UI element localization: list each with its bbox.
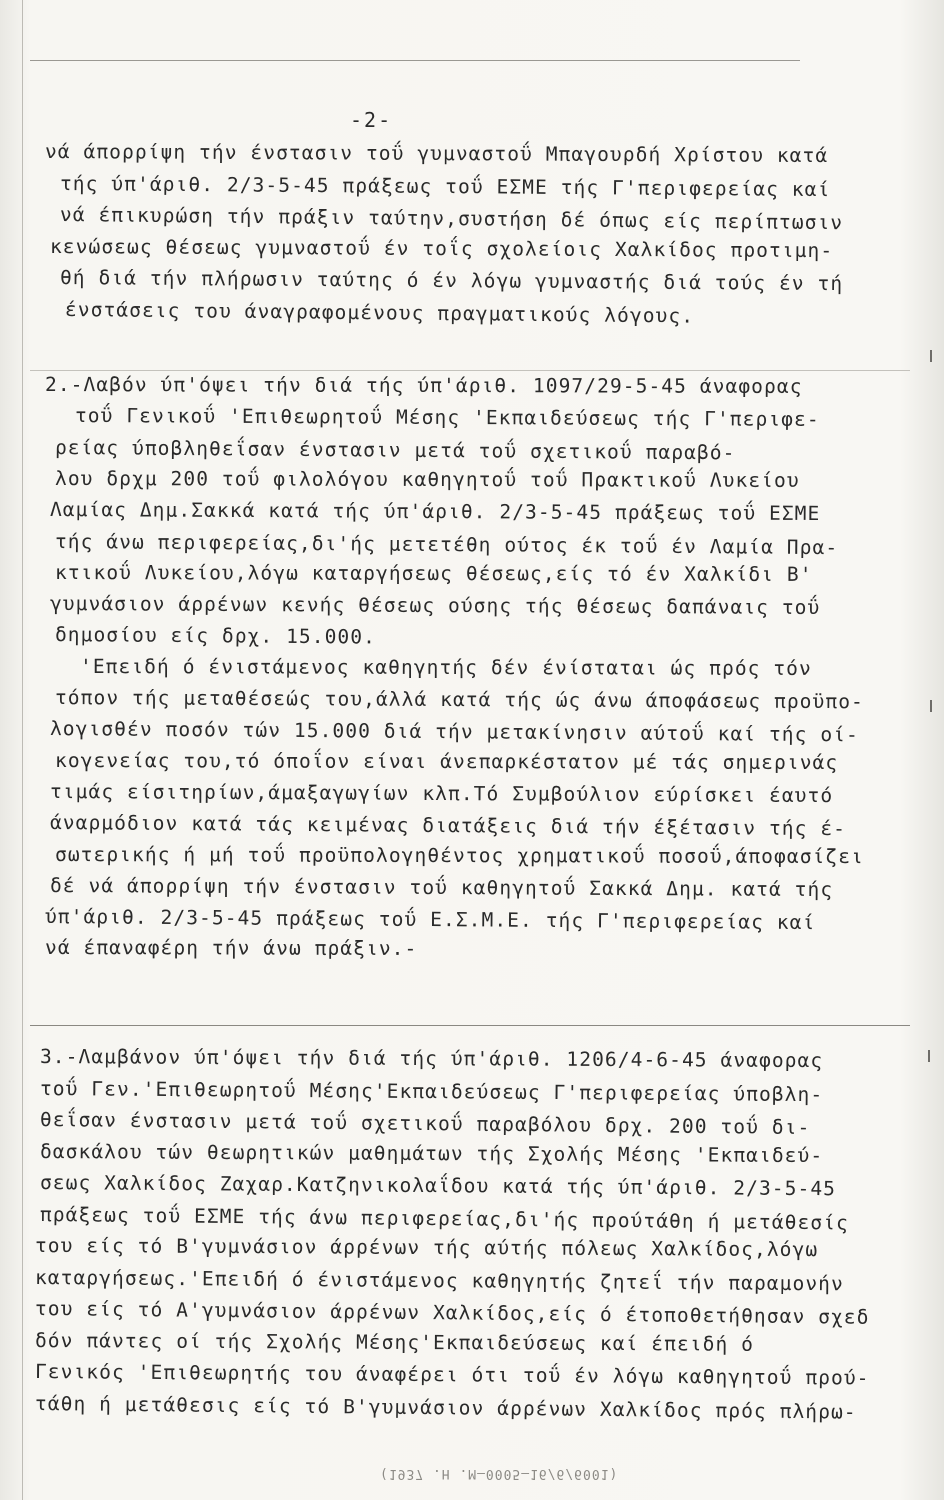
margin-mark: [930, 350, 932, 362]
footer-stamp: (1937 .Η .Μ—0005—16/6/6001): [380, 1466, 619, 1481]
left-margin-line: [22, 0, 23, 1500]
text-line: νά έπαναφέρη τήν άνω πράξιν.-: [44, 936, 418, 961]
text-line: πράξεως τοΰ ΕΣΜΕ τής άνω περιφερείας,δι'ής προύτάθη ή μετάθεσίς: [39, 1202, 850, 1234]
text-line: τοΰ Γενικοΰ 'Επιθεωρητοΰ Μέσης 'Εκπαιδεύσεως τής Γ'περιφε-: [74, 404, 820, 432]
text-line: καταργήσεως.'Επειδή ό ένιστάμενος καθηγητής ζητεΐ τήν παραμονήν: [34, 1265, 844, 1295]
margin-mark: [928, 1050, 930, 1062]
text-line: θεΐσαν ένστασιν μετά τοΰ σχετικοΰ παραβόλου δρχ. 200 τοΰ δι-: [39, 1108, 811, 1140]
text-line: κτικοΰ Λυκείου,λόγω καταργήσεως θέσεως,είς τό έν Χαλκίδι Β': [54, 560, 813, 586]
text-line: νά άπορρίψη τήν ένστασιν τοΰ γυμναστοΰ Μπαγουρδή Χρίστου κατά: [44, 140, 829, 168]
text-line: δασκάλου τών θεωρητικών μαθημάτων τής Σχολής Μέσης 'Εκπαιδεύ-: [39, 1139, 824, 1167]
text-line: του είς τό Β'γυμνάσιον άρρένων τής αύτής πόλεως Χαλκίδος,λόγω: [34, 1234, 819, 1262]
text-line: Γενικός 'Επιθεωρητής του άναφέρει ότι τοΰ έν λόγω καθηγητοΰ πρού-: [34, 1360, 870, 1390]
page-number: -2-: [350, 108, 393, 132]
text-line: δημοσίου είς δρχ. 15.000.: [54, 623, 377, 649]
text-line: λογισθέν ποσόν τών 15.000 διά τήν μετακίνησιν αύτοΰ καί τής οί-: [49, 717, 859, 747]
text-line: θή διά τήν πλήρωσιν ταύτης ό έν λόγω γυμναστής διά τούς έν τή: [59, 266, 844, 296]
section-divider: [30, 370, 910, 371]
section-divider: [30, 1025, 910, 1026]
text-line: νά έπικυρώση τήν πράξιν ταύτην,συστήση δέ όπως είς περίπτωσιν: [59, 203, 844, 235]
text-line: κενώσεως θέσεως γυμναστοΰ έν τοΐς σχολείοις Χαλκίδος προτιμη-: [49, 234, 834, 262]
text-line: 2.-Λαβόν ύπ'όψει τήν διά τής ύπ'άριθ. 1097/29-5-45 άναφορας: [44, 373, 803, 398]
text-line: 3.-Λαμβάνον ύπ'όψει τήν διά τής ύπ'άριθ. 1206/4-6-45 άναφορας: [39, 1045, 824, 1073]
text-line: 'Επειδή ό ένιστάμενος καθηγητής δέν ένίσταται ώς πρός τόν: [79, 654, 812, 680]
text-line: τής άνω περιφερείας,δι'ής μετετέθη ούτος έκ τοΰ έν Λαμία Πρα-: [54, 529, 839, 559]
margin-mark: [930, 700, 932, 712]
text-line: ύπ'άριθ. 2/3-5-45 πράξεως τοΰ Ε.Σ.Μ.Ε. τής Γ'περιφερείας καί: [44, 905, 816, 935]
text-line: τής ύπ'άριθ. 2/3-5-45 πράξεως τοΰ ΕΣΜΕ τής Γ'περιφερείας καί: [59, 171, 831, 201]
text-line: σωτερικής ή μή τοΰ προϋπολογηθέντος χρηματικοΰ ποσοΰ,άποφασίζει: [54, 842, 864, 868]
top-rule: [30, 60, 800, 61]
text-line: ρείας ύποβληθεΐσαν ένστασιν μετά τοΰ σχετικοΰ παραβό-: [54, 435, 736, 464]
text-line: γυμνάσιον άρρένων κενής θέσεως ούσης τής θέσεως δαπάναις τοΰ: [49, 592, 821, 620]
text-line: τάθη ή μετάθεσις είς τό Β'γυμνάσιον άρρένων Χαλκίδος πρός πλήρω-: [34, 1391, 857, 1424]
text-line: δόν πάντες οί τής Σχολής Μέσης'Εκπαιδεύσεως καί έπειδή ό: [34, 1328, 755, 1356]
text-line: κογενείας του,τό όποΐον είναι άνεπαρκέστατον μέ τάς σημερινάς: [54, 748, 839, 774]
text-line: λου δρχμ 200 τοΰ φιλολόγου καθηγητοΰ τοΰ Πρακτικοΰ Λυκείου: [54, 466, 800, 492]
text-line: τοΰ Γεν.'Επιθεωρητοΰ Μέσης'Εκπαιδεύσεως Γ'περιφερείας ύποβλη-: [39, 1076, 824, 1106]
text-line: Λαμίας Δημ.Σακκά κατά τής ύπ'άριθ. 2/3-5-45 πράξεως τοΰ ΕΣΜΕ: [49, 498, 821, 526]
text-line: τόπον τής μεταθέσεώς του,άλλά κατά τής ώς άνω άποφάσεως προϋπο-: [54, 686, 864, 714]
text-line: δέ νά άπορρίψη τήν ένστασιν τοΰ καθηγητοΰ Σακκά Δημ. κατά τής: [49, 873, 834, 901]
text-line: σεως Χαλκίδος Ζαχαρ.Κατζηνικολαΐδου κατά τής ύπ'άριθ. 2/3-5-45: [39, 1171, 837, 1201]
text-line: ένστάσεις του άναγραφομένους πραγματικούς λόγους.: [64, 297, 695, 328]
text-line: άναρμόδιον κατά τάς κειμένας διατάξεις διά τήν έξέτασιν τής έ-: [49, 811, 847, 841]
text-line: του είς τό Α'γυμνάσιον άρρένων Χαλκίδος,είς ό έτοποθετήθησαν σχεδ: [34, 1297, 870, 1329]
text-line: τιμάς είσιτηρίων,άμαξαγωγίων κλπ.Τό Συμβούλιον εύρίσκει έαυτό: [49, 779, 834, 807]
